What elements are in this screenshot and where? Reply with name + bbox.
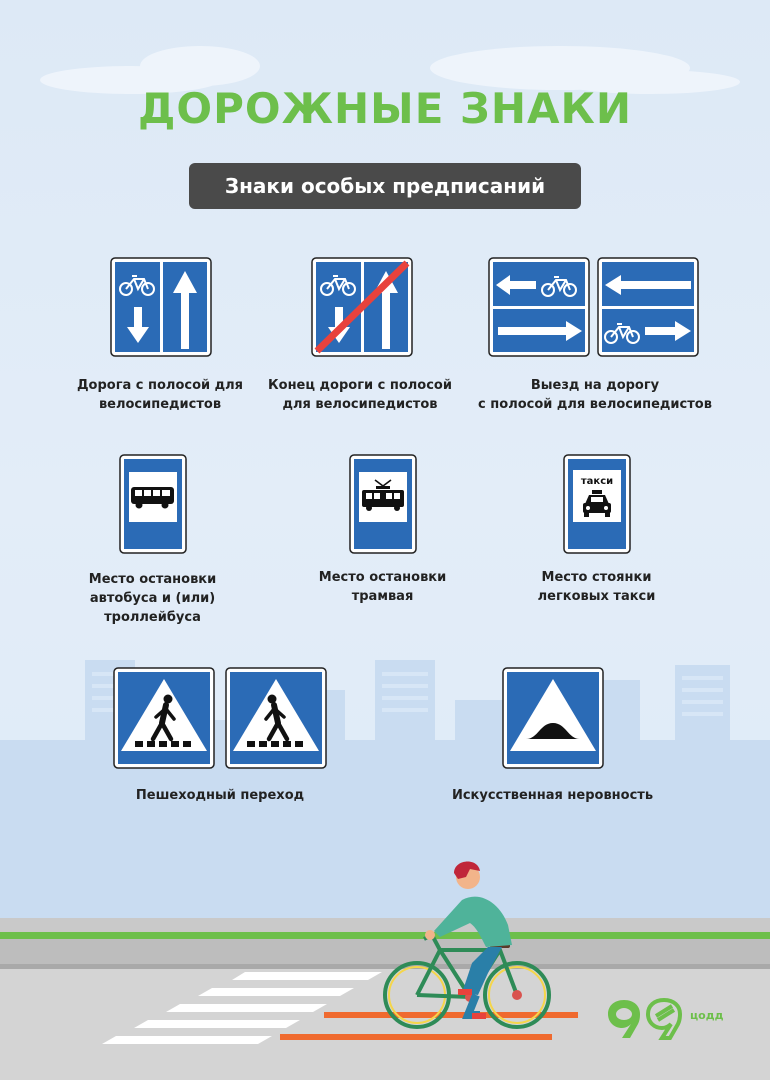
caption-bus-stop: Место остановки автобуса и (или) троллейбуса [88,572,217,625]
speed-bump-sign [502,667,604,769]
codd-logo-text: цодд [690,1009,724,1022]
section-subtitle: Знаки особых предписаний [189,163,581,209]
caption-tram-stop: Место остановки трамвая [318,570,447,604]
bus-stop-sign [119,454,187,554]
cyclist-illustration [380,855,555,1040]
cycle-lane-exit-sign-right [597,257,699,357]
codd-logo-icon [606,998,686,1040]
page-title: ДОРОЖНЫЕ ЗНАКИ [138,84,632,133]
caption-taxi-stand: Место стоянки легковых такси [537,570,656,604]
cycle-lane-exit-sign-left [488,257,590,357]
tram-stop-sign [349,454,417,554]
caption-speed-bump: Искусственная неровность [451,788,654,803]
pedestrian-crossing-sign-right [225,667,327,769]
taxi-stand-sign [563,454,631,554]
caption-cycle-lane-road-end: Конец дороги с полосой для велосипедистов [268,378,452,412]
cycle-lane-road-end-sign [311,257,413,357]
caption-cycle-lane-exit: Выезд на дорогу с полосой для велосипедистов [478,378,712,412]
caption-cycle-lane-road: Дорога с полосой для велосипедистов [76,378,244,412]
pedestrian-crossing-sign-left [113,667,215,769]
cycle-lane-road-sign [110,257,212,357]
caption-pedestrian-crossing: Пешеходный переход [135,788,305,803]
taxi-label: такси [580,476,614,487]
